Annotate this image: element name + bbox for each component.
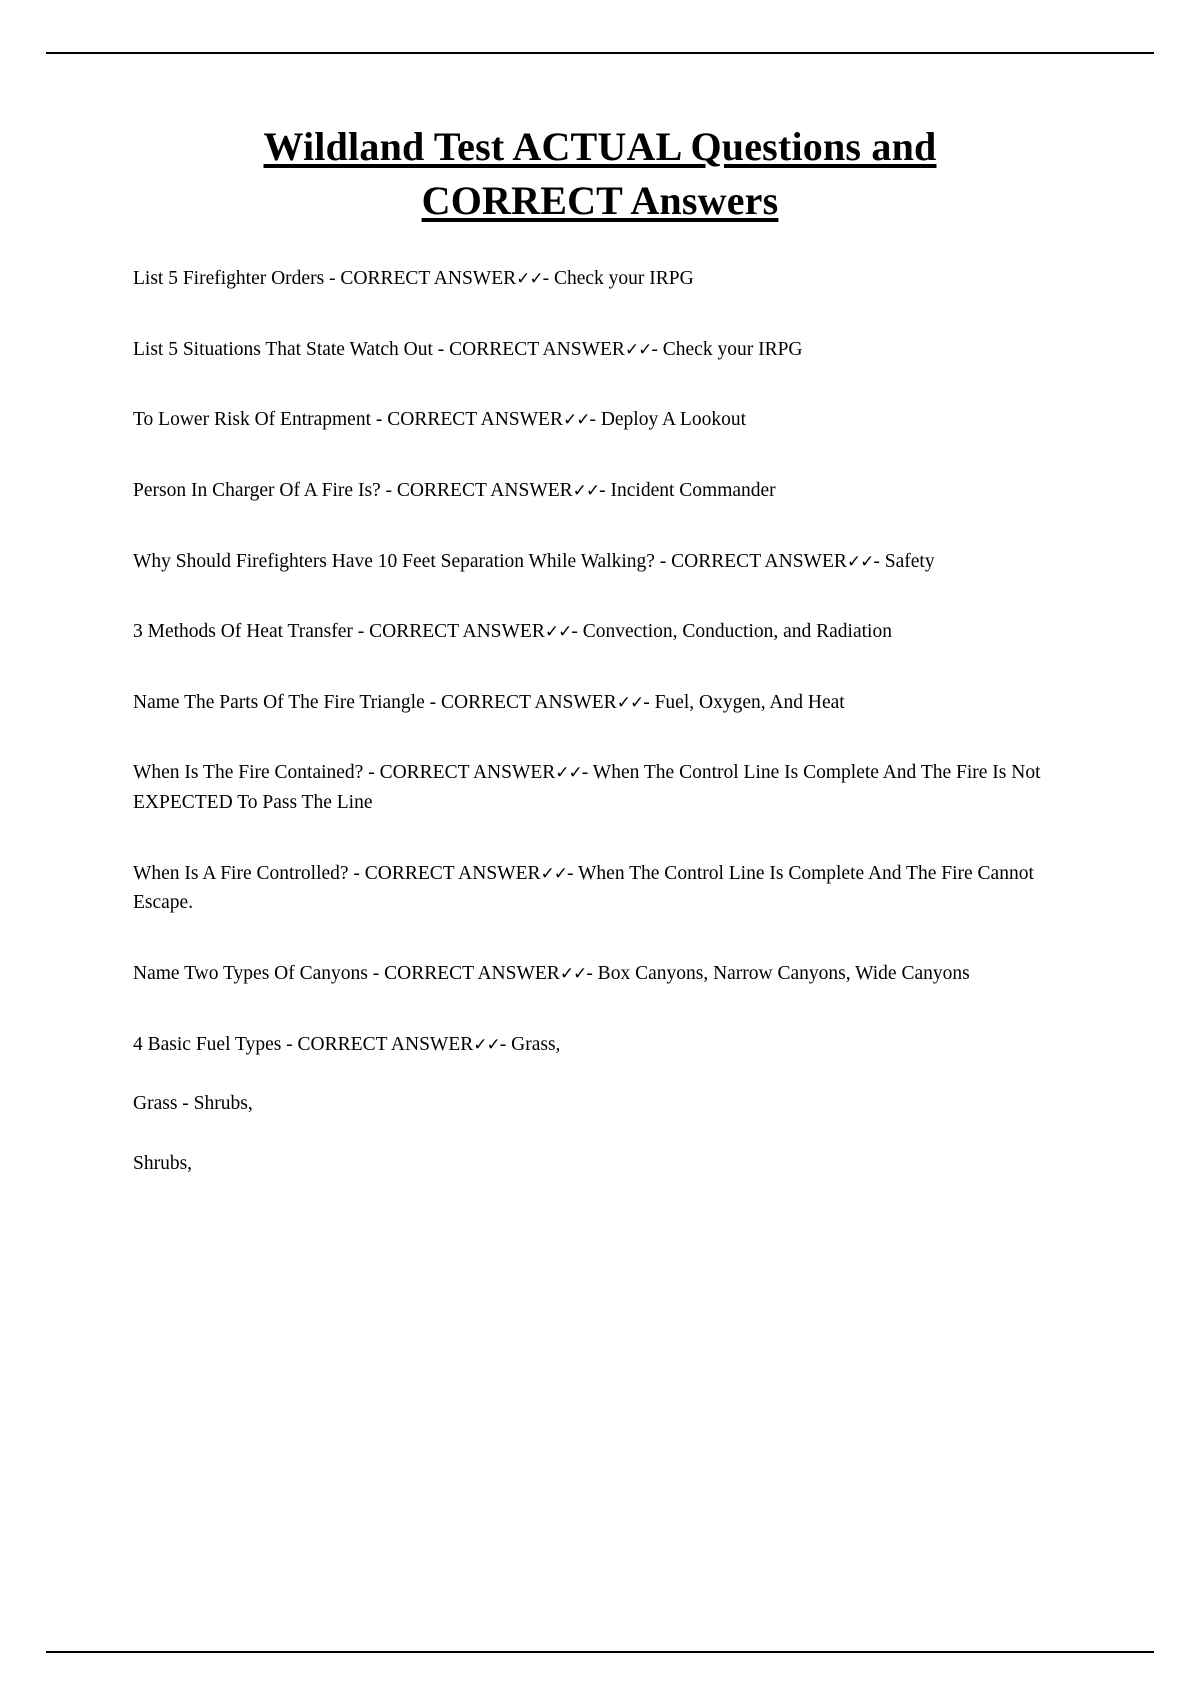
qa-question: When Is The Fire Contained? - CORRECT ANSWER bbox=[133, 762, 556, 784]
qa-item bbox=[133, 758, 1067, 817]
page-title-line-1: Wildland Test ACTUAL Questions and bbox=[263, 124, 937, 169]
qa-answer: - Check your IRPG bbox=[651, 338, 803, 360]
page-title-line-2: CORRECT Answers bbox=[421, 178, 779, 223]
qa-item bbox=[133, 264, 1067, 294]
qa-item bbox=[133, 476, 1067, 506]
qa-question: 3 Methods Of Heat Transfer - CORRECT ANSWER bbox=[133, 621, 545, 643]
qa-item bbox=[133, 1030, 1067, 1060]
qa-item bbox=[133, 335, 1067, 365]
document-body bbox=[133, 120, 1067, 1208]
answer-check-marks: ✓✓ bbox=[516, 269, 543, 289]
qa-answer: - When The Control Line Is Complete And The Fire Cannot Escape. bbox=[133, 862, 1039, 914]
page-bottom-rule bbox=[46, 1651, 1154, 1653]
qa-item bbox=[133, 859, 1067, 918]
answer-check-marks: ✓✓ bbox=[846, 551, 874, 572]
answer-check-marks: ✓✓ bbox=[540, 863, 568, 884]
qa-question: To Lower Risk Of Entrapment - CORRECT ANSWER bbox=[133, 409, 563, 431]
qa-answer: - Safety bbox=[873, 550, 935, 572]
answer-check-marks: ✓✓ bbox=[616, 692, 644, 713]
answer-check-marks: ✓✓ bbox=[473, 1034, 500, 1055]
answer-check-marks: ✓✓ bbox=[555, 763, 582, 784]
answer-check-marks: ✓✓ bbox=[572, 480, 600, 501]
qa-item bbox=[133, 688, 1067, 718]
qa-answer: - Convection, Conduction, and Radiation bbox=[571, 621, 892, 643]
answer-check-marks: ✓✓ bbox=[544, 622, 572, 643]
qa-answer: - When The Control Line Is Complete And The Fire Is Not EXPECTED To Pass The Line bbox=[133, 762, 1046, 813]
qa-item bbox=[133, 959, 1067, 989]
qa-question: Why Should Firefighters Have 10 Feet Separation While Walking? - CORRECT ANSWER bbox=[133, 550, 847, 572]
qa-question: Person In Charger Of A Fire Is? - CORRECT ANSWER bbox=[133, 479, 573, 501]
answer-continuation-line: Shrubs, bbox=[133, 1152, 193, 1174]
qa-question: Name Two Types Of Canyons - CORRECT ANSWER bbox=[133, 962, 560, 984]
qa-question: Name The Parts Of The Fire Triangle - CORRECT ANSWER bbox=[133, 691, 617, 713]
page-title bbox=[133, 120, 1067, 228]
qa-question: When Is A Fire Controlled? - CORRECT ANSWER bbox=[133, 862, 541, 884]
qa-question: List 5 Situations That State Watch Out - CORRECT ANSWER bbox=[133, 338, 625, 360]
qa-question: List 5 Firefighter Orders - CORRECT ANSWER bbox=[133, 268, 517, 289]
qa-list bbox=[133, 264, 1067, 1178]
qa-answer: - Incident Commander bbox=[599, 479, 776, 501]
page-top-rule bbox=[46, 52, 1154, 54]
answer-check-marks: ✓✓ bbox=[562, 410, 590, 431]
answer-check-marks: ✓✓ bbox=[559, 963, 587, 984]
answer-check-marks: ✓✓ bbox=[624, 339, 652, 360]
qa-answer: - Box Canyons, Narrow Canyons, Wide Canyons bbox=[586, 962, 970, 984]
qa-answer: - Deploy A Lookout bbox=[589, 409, 746, 431]
answer-continuation-line: Grass - Shrubs, bbox=[133, 1093, 253, 1115]
qa-answer: - Fuel, Oxygen, And Heat bbox=[643, 691, 845, 713]
qa-question: 4 Basic Fuel Types - CORRECT ANSWER bbox=[133, 1033, 474, 1055]
qa-item bbox=[133, 617, 1067, 647]
qa-item bbox=[133, 547, 1067, 577]
qa-answer: - Check your IRPG bbox=[542, 268, 694, 289]
qa-item bbox=[133, 405, 1067, 435]
qa-answer: - Grass, bbox=[499, 1033, 561, 1055]
